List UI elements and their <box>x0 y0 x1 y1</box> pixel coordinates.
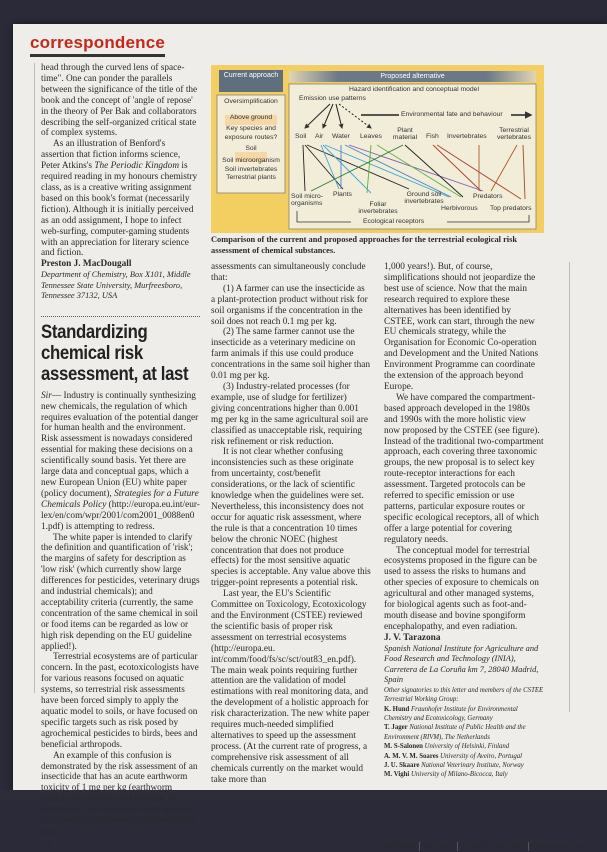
receptor-plants: Plants <box>333 191 352 198</box>
hazard-title: Hazard identification and conceptual model <box>349 86 479 93</box>
item-key-species: Key species and exposure routes? <box>224 125 278 141</box>
section-rule <box>30 54 165 57</box>
paragraph: Last year, the EU's Scientific Committee on Toxicology, Ecotoxicology and the Environment (CSTEE) reviewed the scientific basis of proper risk assessment on terrestrial ecosystems (http://europa.eu. int/comm/food/fs/sc/sct/out83_en.pdf). The main weak points requiring further attention are the validation of model estimations with real monitoring data, and the development of a holistic approach for risk characterization. The new white paper requires much-needed simplified alternatives to speed up the assessment process. (At the current rate of progress, a comprehensive risk assessment of all chemicals currently on the market would take more than <box>211 589 370 785</box>
signatory-affiliation: University of Milano-Bicocca, Italy <box>411 771 508 779</box>
paragraph: It is not clear whether confusing inconsistencies such as these originate from uncertainty, cost/benefit considerations, or the lack of scientific knowledge when the guidelines were set. Nevertheless, this inconsistency does not occur for aquatic risk assessment, where the rule is that a concentration 10 times below the chronic NOEC (highest concentration that does not produce effects) for the most sensitive aquatic species is acceptable. Any value above this trigger-point represents a potential risk. <box>211 447 371 589</box>
receptor-ground-soil-invertebrates: Ground soil invertebrates <box>404 191 444 206</box>
book-title: The Periodic Kingdom <box>94 161 180 172</box>
item-terrestrial-plants: Terrestrial plants <box>226 174 276 182</box>
signatory <box>384 761 544 770</box>
proposed-alternative-header: Proposed alternative <box>380 73 445 80</box>
footer-url: www.nature.com <box>528 842 592 851</box>
signatory-affiliation: National Veterinary Institute, Norway <box>421 761 524 769</box>
page-number: 14 <box>41 842 52 852</box>
text: As an illustration of Benford's assertion that fiction informs science, Peter Atkins's <box>41 139 181 172</box>
author-name: Preston J. MacDougall <box>41 259 132 270</box>
signatory <box>384 705 544 724</box>
document-title: Strategies for a Future Chemicals Policy <box>41 488 199 510</box>
emission-label: Emission use patterns <box>299 95 366 102</box>
item-soil-microorganism: Soil microorganism <box>222 156 280 164</box>
signatory <box>384 752 544 761</box>
signatory <box>384 723 544 742</box>
paragraph: (1) A farmer can use the insecticide as a plant-protection product without risk for soil organisms if the concentration in the soil does not reach 0.1 mg per kg. <box>211 283 368 327</box>
column-rule-right <box>569 262 570 712</box>
receptor-herbivorous: Herbivorous <box>441 205 478 212</box>
figure <box>211 65 544 233</box>
paragraph <box>41 391 200 533</box>
current-approach-header: Current approach <box>223 72 279 79</box>
signatory <box>384 742 544 751</box>
fate-label: Environmental fate and behaviour <box>401 111 503 118</box>
receptor-foliar-invertebrates: Foliar invertebrates <box>358 201 398 216</box>
journal-footer <box>383 842 592 851</box>
route-plant-material: Plant material <box>392 127 418 142</box>
paragraph: head through the curved lens of space-time". One can ponder the parallels between the significance of the title of the book and the concept of 'angle of repose' in the theory of Per Bak and collaborators describing the self-organized critical state of complex systems. <box>41 63 198 139</box>
signatory-name: M. Vighi <box>384 771 410 779</box>
paragraph: (2) The same farmer cannot use the insecticide as a veterinary medicine on farm animals if this use could produce concentrations in the same soil higher than 0.01 mg per kg. <box>211 327 371 382</box>
signatory-list <box>384 705 544 780</box>
url-text: (http://europa.eu.int/eur-lex/en/com/wpr/2001/com2001_0088en01.pdf) is attempting to redress. <box>41 499 200 532</box>
route-leaves: Leaves <box>360 133 382 140</box>
receptor-predators: Predators <box>473 193 503 200</box>
signatory-name: A. M. V. M. Soares <box>384 752 439 760</box>
route-terrestrial-vertebrates: Terrestrial vertebrates <box>496 127 531 142</box>
signatory-name: T. Jager <box>384 724 408 732</box>
column-2 <box>211 262 371 786</box>
paragraph: The conceptual model for terrestrial ecosystems proposed in the figure can be used to assess the risks to humans and other species of exposure to chemicals on agricultural and other managed systems, for biological agents such as foot-and-mouth disease and bovine spongiform encephalopathy, and even radiation. <box>384 545 539 632</box>
paragraph: An example of this confusion is demonstrated by the risk assessment of an insecticide that has an acute earthworm toxicity of 1 mg per kg (earthworm toxicity is a widely used measure, as earthworms are among the most sensitive soil-dwelling organisms). As things stand, such <box>41 750 198 837</box>
signatory-name: K. Hund <box>384 705 410 713</box>
paragraph: We have compared the compartment-based approach developed in the 1980s and 1990s with the more holistic view now proposed by the CSTEE (see figure). Instead of the traditional two-compartment approach, each covering three taxonomic groups, the new proposal is to select key route-receptor interactions for each assessment. Targeted protocols can be referred to specific emission or use patterns, particular exposure routes or specific ecological receptors, all of which offer a large potential for covering regulatory needs. <box>384 392 544 545</box>
receptor-top-predators: Top predators <box>490 205 532 212</box>
footer-journal: NATURE <box>383 842 416 851</box>
divider <box>41 316 200 317</box>
footer-volume: VOL 415 <box>419 842 458 851</box>
item-oversimplification: Oversimplification <box>224 98 278 105</box>
item-soil: Soil <box>245 145 257 153</box>
signatory-name: M. S-Salonen <box>384 743 423 751</box>
route-soil: Soil <box>295 133 307 140</box>
author-name: J. V. Tarazona <box>384 632 441 643</box>
paragraph: Terrestrial ecosystems are of particular concern. In the past, ecotoxicologists have for various reasons focused on aquatic systems, so terrestrial risk assessments have been forced simply to apply the aquatic model to soils, or have focused on specific targets such as risk posed by agrochemical pesticides to birds, bees and beneficial arthropods. <box>41 652 199 750</box>
author-address: Department of Chemistry, Box X101, Middle Tennessee State University, Murfreesboro, Tennessee 37132, USA <box>41 270 191 301</box>
paragraph: (3) Industry-related processes (for example, use of sludge for fertilizer) giving concentrations higher than 0.001 mg per kg in the same agricultural soil are classified as unacceptable risk, requiring risk refinement or risk reduction. <box>211 381 368 447</box>
paragraph: 1,000 years!). But, of course, simplifications should not jeopardize the best use of science. Now that the main research required to explore these alternatives has been identified by CSTEE, work can start, through the new EU chemicals strategy, while the Organisation for Economic Co-operation and Development and the United Nations Environment Programme can coordinate the extension of the approach beyond Europe. <box>384 262 539 392</box>
author-address: Spanish National Institute for Agriculture and Food Research and Technology (INIA), Carretera de La Coruña km 7, 28040 Madrid, Spain <box>384 643 539 685</box>
column-rule-left <box>34 63 35 693</box>
text: — Industry is continually synthesizing new chemicals, the regulation of which requires evaluation of the potential danger for human health and the environment. Risk assessment is nowadays considered essential for making these decisions on a scientifically sound basis. Yet there are large data and conceptual gaps, which a new European Union (EU) white paper (policy document), <box>41 390 199 499</box>
paragraph: The white paper is intended to clarify the definition and quantification of 'risk'; the margins of safety for description as 'low risk' (which currently show large differences for pesticides, veterinary drugs and industrial chemicals); and acceptability criteria (currently, the same concentration of the same chemical in soil or food items can be regarded as low or high risk depending on the EU guideline applied!). <box>41 532 200 652</box>
column-3 <box>384 262 544 780</box>
figure-caption: Comparison of the current and proposed approaches for the terrestrial ecological risk assessment of chemical substances. <box>211 235 518 255</box>
route-fish: Fish <box>426 133 439 140</box>
signatory-affiliation: University of Aveiro, Portugal <box>440 752 523 760</box>
route-invertebrates: Invertebrates <box>447 133 487 140</box>
signatory-affiliation: Fraunhofer Institute for Environmental Chemistry and Ecotoxicology, Germany <box>384 705 518 722</box>
paragraph <box>41 139 200 259</box>
text: is required reading in my honours chemistry class, as is a creative writing assignment based on this book's format (necessarily fiction). Although it is initially perceived as an odd assignment, I hope to infect web-surfing, computer-gaming students with an appreciation for literary science and fiction. <box>41 161 198 259</box>
footer-date: 3 JANUARY 2002 <box>457 842 527 851</box>
signatory-affiliation: National Institute of Public Health and the Environment (RIVM), The Netherlands <box>384 724 526 741</box>
route-air: Air <box>315 133 324 140</box>
receptor-soil-microorganisms: Soil micro-organisms <box>291 193 324 208</box>
item-above-ground: Above ground <box>229 113 273 121</box>
ecological-receptors-label: Ecological receptors <box>363 218 425 225</box>
route-water: Water <box>332 133 350 140</box>
signatory-affiliation: University of Helsinki, Finland <box>424 743 510 751</box>
current-approach-list <box>217 98 285 183</box>
paragraph: assessments can simultaneously conclude that: <box>211 262 366 283</box>
signatory <box>384 770 544 779</box>
signatory-name: J. U. Skaare <box>384 761 420 769</box>
section-header <box>30 34 165 57</box>
salutation: Sir <box>41 390 52 401</box>
section-title: correspondence <box>30 33 166 52</box>
other-signatories-note: Other signatories to this letter and members of the CSTEE Terrestrial Working Group: <box>384 686 544 704</box>
article-headline: Standardizing chemical risk assessment, at last <box>41 320 189 385</box>
column-1 <box>41 63 200 838</box>
item-soil-invertebrates: Soil invertebrates <box>224 165 278 173</box>
